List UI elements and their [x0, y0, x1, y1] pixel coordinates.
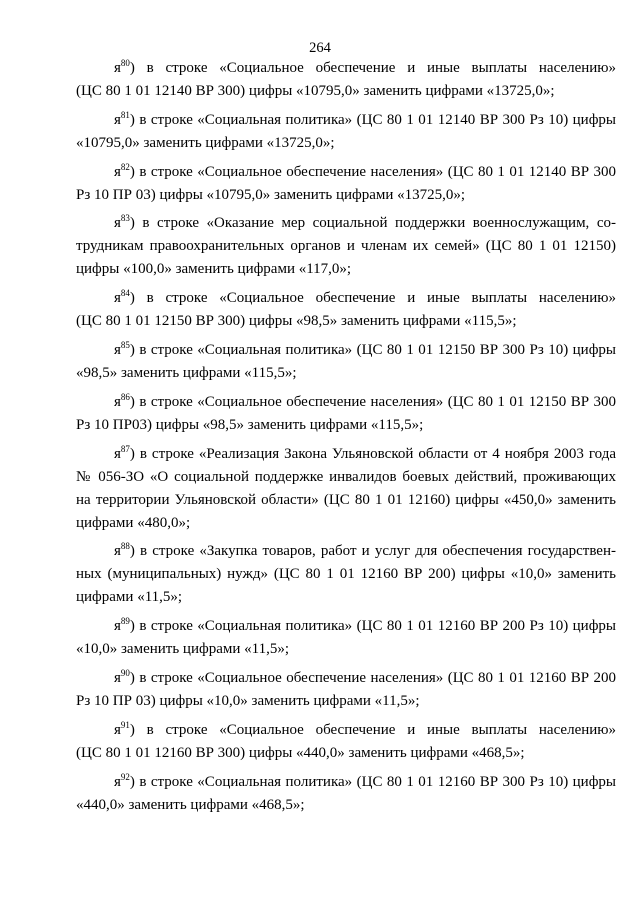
item-marker: я: [114, 618, 121, 635]
paragraph-line: [76, 362, 616, 385]
paragraph-line: [76, 235, 616, 258]
item-number-superscript: 88: [120, 541, 130, 552]
item-marker: я: [114, 393, 121, 410]
line-text: ) в строке «Социальное обеспечение населения» (ЦС 80 1 01 12150 ВР 300: [129, 393, 616, 410]
paragraph-first-line: [76, 540, 616, 563]
line-text: цифры «100,0» заменить цифрами «117,0»;: [76, 261, 352, 278]
line-text: «440,0» заменить цифрами «468,5»;: [76, 796, 305, 813]
item-number-superscript: 92: [120, 771, 130, 782]
line-text: ) в строке «Социальная политика» (ЦС 80 1 01 12160 ВР 300 Рз 10) цифры: [129, 773, 616, 790]
paragraph-first-line: [76, 287, 616, 310]
item-number-superscript: 87: [120, 443, 130, 454]
line-text: ) в строке «Социальное обеспечение населения» (ЦС 80 1 01 12140 ВР 300: [129, 163, 616, 180]
line-text: ) в строке «Реализация Закона Ульяновской области от 4 ноября 2003 года: [129, 445, 616, 462]
item-marker: я: [114, 543, 121, 560]
paragraph-line: [76, 80, 616, 103]
paragraph-first-line: [76, 212, 616, 235]
line-text: ) в строке «Социальное обеспечение и иные выплаты населению»: [129, 60, 616, 76]
item-marker: я: [114, 163, 121, 180]
paragraph-line: [76, 258, 616, 281]
item-number-superscript: 80: [120, 58, 130, 68]
line-text: ) в строке «Социальное обеспечение населения» (ЦС 80 1 01 12160 ВР 200: [129, 669, 616, 686]
paragraph-line: [76, 690, 616, 713]
item-marker: я: [114, 721, 121, 738]
line-text: (ЦС 80 1 01 12140 ВР 300) цифры «10795,0» заменить цифрами «13725,0»;: [76, 83, 555, 99]
amendment-paragraph: [76, 667, 616, 713]
amendment-paragraph: [76, 287, 616, 333]
line-text: ) в строке «Социальная политика» (ЦС 80 1 01 12160 ВР 200 Рз 10) цифры: [129, 618, 616, 635]
item-marker: я: [114, 215, 121, 232]
line-text: № 056-ЗО «О социальной поддержке инвалидов боевых действий, проживающих: [76, 468, 616, 485]
paragraph-line: [76, 512, 616, 535]
item-number-superscript: 81: [120, 109, 130, 120]
item-number-superscript: 86: [120, 391, 130, 402]
line-text: ) в строке «Социальная политика» (ЦС 80 1 01 12140 ВР 300 Рз 10) цифры: [129, 111, 616, 128]
line-text: ) в строке «Социальное обеспечение и иные выплаты населению»: [129, 290, 616, 307]
paragraph-first-line: [76, 57, 616, 80]
amendment-paragraph: [76, 615, 616, 661]
line-text: ) в строке «Закупка товаров, работ и услуг для обеспечения государствен-: [129, 543, 616, 560]
paragraph-first-line: [76, 615, 616, 638]
line-text: (ЦС 80 1 01 12160 ВР 300) цифры «440,0» заменить цифрами «468,5»;: [76, 744, 525, 761]
item-marker: я: [114, 445, 121, 462]
amendment-paragraph: [76, 443, 616, 535]
line-text: на территории Ульяновской области» (ЦС 80 1 01 12160) цифры «450,0» заменить: [76, 491, 616, 508]
line-text: «10,0» заменить цифрами «11,5»;: [76, 641, 289, 658]
paragraph-line: [76, 310, 616, 333]
amendment-paragraph: [76, 339, 616, 385]
paragraph-line: [76, 414, 616, 437]
amendment-paragraph: [76, 540, 616, 609]
line-text: «98,5» заменить цифрами «115,5»;: [76, 364, 297, 381]
item-marker: я: [114, 111, 121, 128]
paragraph-line: [76, 489, 616, 512]
amendment-paragraph: [76, 212, 616, 281]
item-number-superscript: 89: [120, 616, 130, 627]
line-text: ) в строке «Оказание мер социальной поддержки военнослужащим, со-: [129, 215, 616, 232]
paragraph-line: [76, 638, 616, 661]
paragraph-first-line: [76, 391, 616, 414]
paragraph-first-line: [76, 719, 616, 742]
paragraph-first-line: [76, 339, 616, 362]
paragraph-first-line: [76, 443, 616, 466]
line-text: Рз 10 ПР 03) цифры «10,0» заменить цифрами «11,5»;: [76, 692, 420, 709]
item-marker: я: [114, 60, 121, 76]
item-marker: я: [114, 773, 121, 790]
line-text: (ЦС 80 1 01 12150 ВР 300) цифры «98,5» заменить цифрами «115,5»;: [76, 313, 517, 330]
item-number-superscript: 84: [120, 288, 130, 299]
item-number-superscript: 83: [120, 213, 130, 224]
paragraph-line: [76, 586, 616, 609]
paragraph-line: [76, 184, 616, 207]
line-text: Рз 10 ПР03) цифры «98,5» заменить цифрами «115,5»;: [76, 416, 424, 433]
item-number-superscript: 90: [120, 667, 130, 678]
item-number-superscript: 91: [120, 719, 130, 730]
amendment-paragraph: [76, 57, 616, 103]
line-text: трудникам правоохранительных органов и членам их семей» (ЦС 80 1 01 12150): [76, 238, 616, 255]
line-text: ) в строке «Социальное обеспечение и иные выплаты населению»: [129, 721, 616, 738]
paragraph-line: [76, 132, 616, 155]
paragraph-first-line: [76, 667, 616, 690]
line-text: цифрами «11,5»;: [76, 589, 183, 606]
paragraph-first-line: [76, 161, 616, 184]
line-text: ) в строке «Социальная политика» (ЦС 80 1 01 12150 ВР 300 Рз 10) цифры: [129, 341, 616, 358]
document-body: [76, 57, 616, 822]
paragraph-first-line: [76, 109, 616, 132]
amendment-paragraph: [76, 161, 616, 207]
paragraph-line: [76, 794, 616, 817]
amendment-paragraph: [76, 391, 616, 437]
amendment-paragraph: [76, 771, 616, 817]
item-marker: я: [114, 290, 121, 307]
item-number-superscript: 82: [120, 161, 130, 172]
amendment-paragraph: [76, 719, 616, 765]
item-number-superscript: 85: [120, 339, 130, 350]
amendment-paragraph: [76, 109, 616, 155]
page-number: 264: [309, 40, 331, 56]
line-text: ных (муниципальных) нужд» (ЦС 80 1 01 12160 ВР 200) цифры «10,0» заменить: [76, 566, 616, 583]
item-marker: я: [114, 669, 121, 686]
item-marker: я: [114, 341, 121, 358]
paragraph-line: [76, 466, 616, 489]
line-text: Рз 10 ПР 03) цифры «10795,0» заменить цифрами «13725,0»;: [76, 186, 466, 203]
paragraph-line: [76, 742, 616, 765]
paragraph-first-line: [76, 771, 616, 794]
line-text: цифрами «480,0»;: [76, 514, 191, 531]
line-text: «10795,0» заменить цифрами «13725,0»;: [76, 134, 335, 151]
paragraph-line: [76, 563, 616, 586]
